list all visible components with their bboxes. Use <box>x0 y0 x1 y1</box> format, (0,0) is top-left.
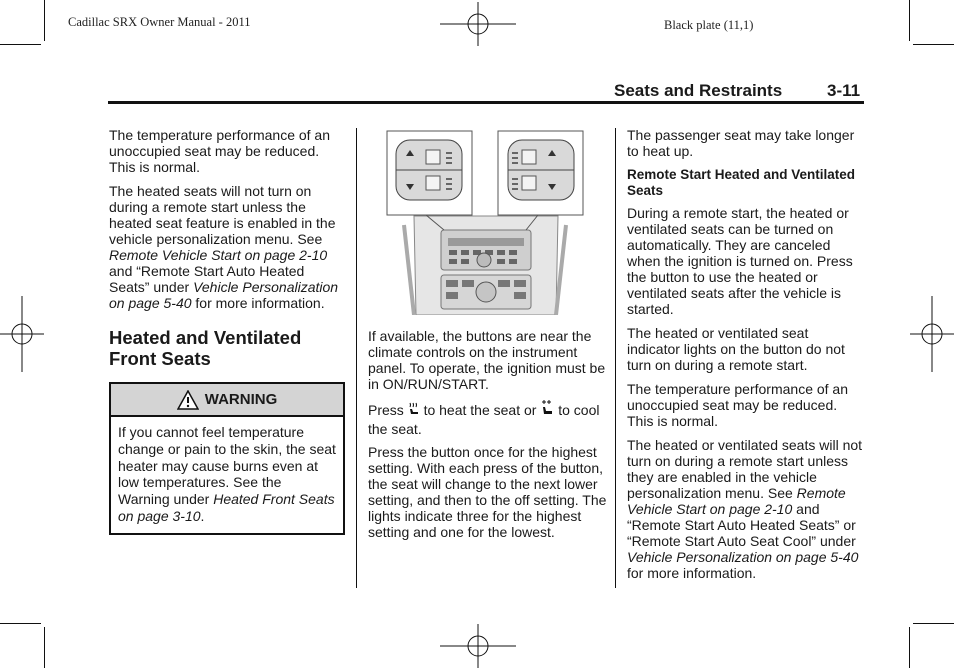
column-divider <box>615 128 616 588</box>
paragraph: The heated or ventilated seats will not turn on during a remote start unless they are enabled in the vehicle personalization menu. See Remote Vehicle Start on page 2-10 and “Remote Start Auto Heated Seats” or “Remote Start Auto Seat Cool” under Vehicle Personalization on page 5-40 for more information. <box>627 437 863 581</box>
cross-reference-link[interactable]: Heated Front Seats on page 3-10 <box>118 491 335 524</box>
ventilated-seat-icon <box>540 400 554 416</box>
warning-box <box>109 382 345 535</box>
crop-mark <box>0 623 41 624</box>
paragraph-subheading: Remote Start Heated and Ventilated Seats <box>627 167 856 198</box>
crop-mark <box>909 0 910 41</box>
right-column <box>627 127 863 589</box>
crop-mark <box>44 627 45 668</box>
cross-reference-link[interactable]: Vehicle Personalization on page 5-40 <box>109 279 339 311</box>
heated-seat-icon <box>408 402 420 416</box>
crosshair-registration-icon <box>440 2 516 46</box>
manual-title: Cadillac SRX Owner Manual - 2011 <box>68 15 251 29</box>
header-rule <box>108 101 864 104</box>
warning-title: WARNING <box>204 390 278 408</box>
section-title: Seats and Restraints <box>614 81 783 100</box>
paragraph: If available, the buttons are near the climate controls on the instrument panel. To operate, the ignition must be in ON/RUN/START. <box>368 328 606 392</box>
crop-mark <box>44 0 45 41</box>
crosshair-registration-icon <box>440 624 516 668</box>
paragraph: The heated or ventilated seat indicator lights on the button do not turn on during a remote start. <box>627 325 845 373</box>
warning-body: If you cannot feel temperature change or pain to the skin, the seat heater may cause burns even at low temperatures. See the Warning under Heated Front Seats on page 3-10. <box>118 424 336 524</box>
crosshair-registration-icon <box>0 296 44 372</box>
cross-reference-link[interactable]: Remote Vehicle Start on page 2-10 <box>109 247 328 263</box>
paragraph: The temperature performance of an unoccupied seat may be reduced. This is normal. <box>627 381 849 429</box>
paragraph: Press to heat the seat or to cool the seat. <box>368 402 600 437</box>
crop-mark <box>913 44 954 45</box>
left-column <box>109 127 347 535</box>
crop-mark <box>913 623 954 624</box>
cross-reference-link[interactable]: Vehicle Personalization on page 5-40 <box>627 549 859 565</box>
page-number: 3-11 <box>827 81 861 100</box>
paragraph: During a remote start, the heated or ventilated seats can be turned on automatically. They are canceled when the ignition is turned on. Press the button to use the heated or ventilated seats after the vehicle is started. <box>627 205 853 317</box>
paragraph: The temperature performance of an unoccupied seat may be reduced. This is normal. <box>109 127 331 175</box>
warning-header <box>111 384 343 417</box>
seat-climate-controls-illustration <box>386 130 584 315</box>
middle-column <box>368 328 608 548</box>
column-divider <box>356 128 357 588</box>
crop-mark <box>0 44 41 45</box>
paragraph: The passenger seat may take longer to heat up. <box>627 127 855 159</box>
plate-label: Black plate (11,1) <box>664 18 754 32</box>
cross-reference-link[interactable]: Remote Vehicle Start on page 2-10 <box>627 485 846 517</box>
paragraph: The heated seats will not turn on during a remote start unless the heated seat feature is enabled in the vehicle personalization menu. See Remote Vehicle Start on page 2-10 and “Remote Start Auto Heated Seats” under Vehicle Personalization on page 5-40 for more information. <box>109 183 339 311</box>
subsection-heading: Heated and Ventilated Front Seats <box>109 327 302 369</box>
paragraph: Press the button once for the highest setting. With each press of the button, the seat will change to the next lower setting, and then to the off setting. The lights indicate three for the highest setting and one for the lowest. <box>368 444 607 540</box>
crosshair-registration-icon <box>910 296 954 372</box>
crop-mark <box>909 627 910 668</box>
warning-triangle-icon <box>177 390 199 410</box>
